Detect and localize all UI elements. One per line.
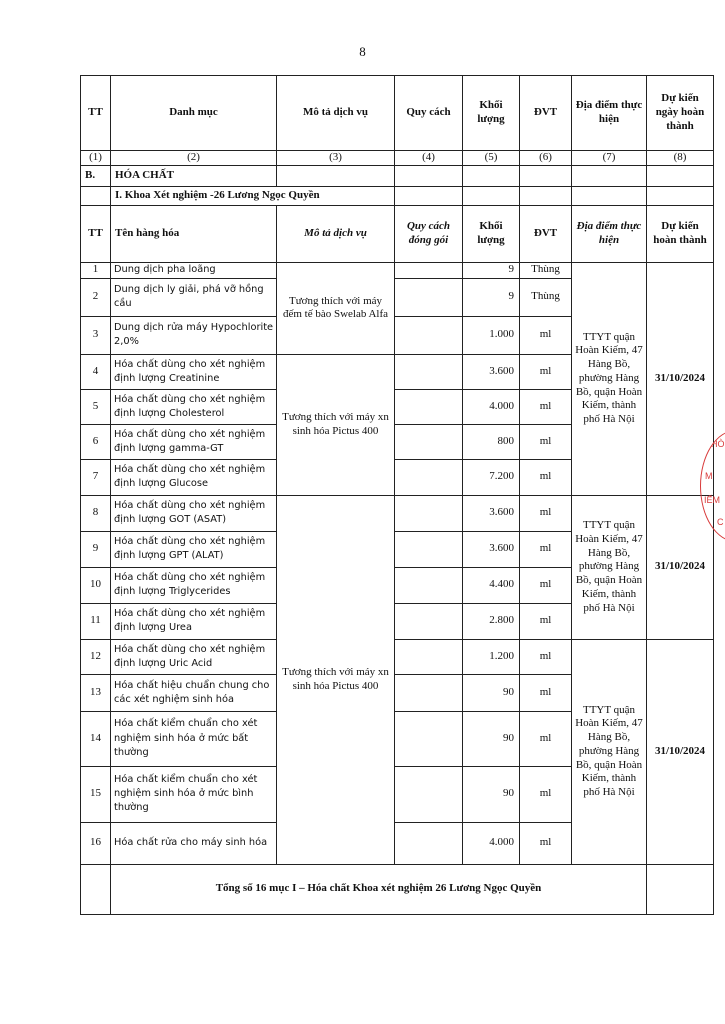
row-name: Dung dịch ly giải, phá vỡ hồng cầu [111,278,277,316]
stamp-text: C [717,517,724,527]
sub-header [81,205,714,262]
row-unit: ml [520,389,572,424]
stamp-text: PHÒ [705,439,725,449]
row-unit: ml [520,354,572,389]
row-qty: 3.600 [463,354,520,389]
row-tt: 12 [81,639,111,674]
section-i-row [81,186,714,205]
row-qty: 800 [463,424,520,459]
row-name: Hóa chất dùng cho xét nghiệm định lượng GOT (ASAT) [111,495,277,531]
completion-date-2: 31/10/2024 [647,495,714,639]
sub-header-tt: TT [81,205,111,262]
row-unit: ml [520,424,572,459]
row-tt: 15 [81,766,111,822]
location-group-1: TTYT quận Hoàn Kiếm, 47 Hàng Bồ, phường Hàng Bồ, quận Hoàn Kiếm, thành phố Hà Nội [572,262,647,495]
section-i-title: I. Khoa Xét nghiệm -26 Lương Ngọc Quyền [111,186,395,205]
row-tt: 10 [81,567,111,603]
col-number: (4) [395,151,463,166]
row-tt: 4 [81,354,111,389]
total-text: Tổng số 16 mục I – Hóa chất Khoa xét nghiệm 26 Lương Ngọc Quyền [111,864,647,914]
row-unit: Thùng [520,278,572,316]
row-name: Hóa chất dùng cho xét nghiệm định lượng Cholesterol [111,389,277,424]
sub-header-quy-cach: Quy cách đóng gói [395,205,463,262]
row-tt: 16 [81,822,111,864]
row-qty: 1.000 [463,316,520,354]
row-qty: 90 [463,711,520,766]
row-unit: ml [520,495,572,531]
row-name: Hóa chất hiệu chuẩn chung cho các xét nghiệm sinh hóa [111,674,277,711]
column-number-row [81,151,714,166]
row-unit: ml [520,459,572,495]
desc-swelab: Tương thích với máy đếm tế bào Swelab Alfa [277,262,395,354]
total-row [81,864,714,914]
row-qty: 7.200 [463,459,520,495]
col-number: (6) [520,151,572,166]
row-qty: 90 [463,674,520,711]
row-unit: ml [520,822,572,864]
row-name: Hóa chất dùng cho xét nghiệm định lượng Triglycerides [111,567,277,603]
row-tt: 13 [81,674,111,711]
sub-header-mo-ta: Mô tả dịch vụ [277,205,395,262]
location-group-3: TTYT quận Hoàn Kiếm, 47 Hàng Bồ, phường Hàng Bồ, quận Hoàn Kiếm, thành phố Hà Nội [572,639,647,864]
row-qty: 3.600 [463,531,520,567]
row-tt: 11 [81,603,111,639]
row-name: Dung dịch rửa máy Hypochlorite 2,0% [111,316,277,354]
stamp-text: M [705,471,713,481]
row-qty: 3.600 [463,495,520,531]
sub-header-ten-hang-hoa: Tên hàng hóa [111,205,277,262]
sub-header-du-kien: Dự kiến hoàn thành [647,205,714,262]
row-unit: ml [520,639,572,674]
row-name: Hóa chất dùng cho xét nghiệm định lượng Urea [111,603,277,639]
header-dia-diem: Địa điểm thực hiện [572,76,647,151]
col-number: (1) [81,151,111,166]
table-row [81,262,714,278]
row-qty: 4.000 [463,389,520,424]
row-name: Dung dịch pha loãng [111,262,277,278]
row-unit: ml [520,567,572,603]
table-header [81,76,714,151]
col-number: (7) [572,151,647,166]
row-unit: ml [520,711,572,766]
row-name: Hóa chất rửa cho máy sinh hóa [111,822,277,864]
section-b-title: HÓA CHẤT [111,165,277,186]
table-row [81,639,714,674]
row-tt: 2 [81,278,111,316]
header-du-kien: Dự kiến ngày hoàn thành [647,76,714,151]
row-unit: ml [520,674,572,711]
row-unit: Thùng [520,262,572,278]
sub-header-khoi-luong: Khối lượng [463,205,520,262]
row-unit: ml [520,531,572,567]
header-mo-ta: Mô tả dịch vụ [277,76,395,151]
row-tt: 9 [81,531,111,567]
row-unit: ml [520,316,572,354]
row-tt: 8 [81,495,111,531]
row-qty: 9 [463,262,520,278]
header-tt: TT [81,76,111,151]
stamp-text: IẾM [704,495,721,505]
sub-header-dvt: ĐVT [520,205,572,262]
row-qty: 90 [463,766,520,822]
desc-pictus-b: Tương thích với máy xn sinh hóa Pictus 400 [277,495,395,864]
row-qty: 9 [463,278,520,316]
row-unit: ml [520,603,572,639]
row-name: Hóa chất dùng cho xét nghiệm định lượng Uric Acid [111,639,277,674]
completion-date-3: 31/10/2024 [647,639,714,864]
row-name: Hóa chất dùng cho xét nghiệm định lượng GPT (ALAT) [111,531,277,567]
row-tt: 6 [81,424,111,459]
row-tt: 1 [81,262,111,278]
header-khoi-luong: Khối lượng [463,76,520,151]
section-b-row [81,165,714,186]
row-name: Hóa chất kiểm chuẩn cho xét nghiệm sinh hóa ở mức bất thường [111,711,277,766]
col-number: (3) [277,151,395,166]
row-qty: 4.000 [463,822,520,864]
row-tt: 7 [81,459,111,495]
header-dvt: ĐVT [520,76,572,151]
col-number: (2) [111,151,277,166]
sub-header-dia-diem: Địa điểm thực hiện [572,205,647,262]
header-danh-muc: Danh mục [111,76,277,151]
section-b-code: B. [81,165,111,186]
row-qty: 4.400 [463,567,520,603]
row-name: Hóa chất dùng cho xét nghiệm định lượng Glucose [111,459,277,495]
row-name: Hóa chất dùng cho xét nghiệm định lượng gamma-GT [111,424,277,459]
row-qty: 2.800 [463,603,520,639]
row-tt: 14 [81,711,111,766]
chemicals-table [80,75,714,915]
location-group-2: TTYT quận Hoàn Kiếm, 47 Hàng Bồ, phường Hàng Bồ, quận Hoàn Kiếm, thành phố Hà Nội [572,495,647,639]
col-number: (8) [647,151,714,166]
row-name: Hóa chất kiểm chuẩn cho xét nghiệm sinh hóa ở mức bình thường [111,766,277,822]
row-unit: ml [520,766,572,822]
table-row [81,495,714,531]
row-name: Hóa chất dùng cho xét nghiệm định lượng Creatinine [111,354,277,389]
col-number: (5) [463,151,520,166]
row-tt: 3 [81,316,111,354]
desc-pictus-a: Tương thích với máy xn sinh hóa Pictus 400 [277,354,395,495]
header-quy-cach: Quy cách [395,76,463,151]
page-number: 8 [359,44,366,59]
row-qty: 1.200 [463,639,520,674]
completion-date-1: 31/10/2024 [647,262,714,495]
row-tt: 5 [81,389,111,424]
